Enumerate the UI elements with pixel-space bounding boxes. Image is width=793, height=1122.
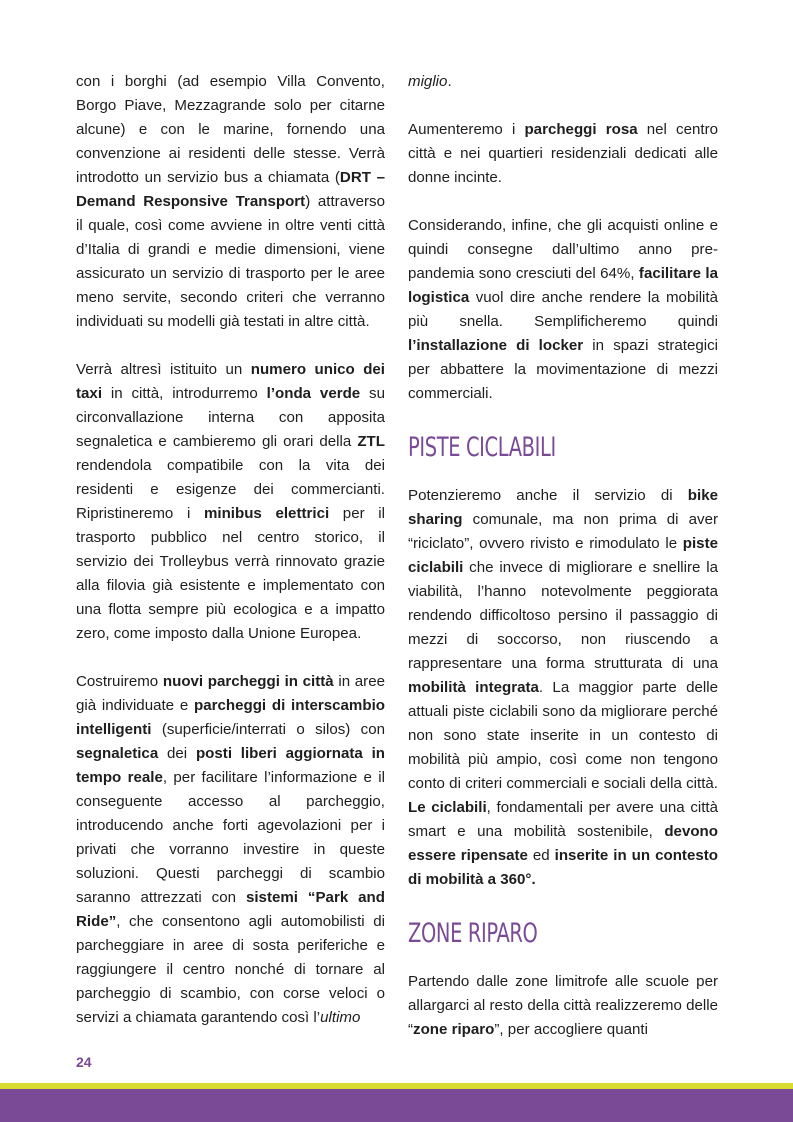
paragraph-taxi-ztl: Verrà altresì istituito un numero unico dei taxi in città, introdurremo l’onda verde su circonvallazione interna con apposita segnaletica e cambieremo gli orari della ZTL rendendola compatibile con la vita dei residenti e esigenze dei commercianti. Ripristineremo i minibus elettrici per il trasporto pubblico nel centro storico, il servizio dei Trolleybus verrà rinnovato grazie alla filovia già esistente e implementato con una flotta sempre più ecologica e a impatto zero, come imposto dalla Unione Europea. <box>76 361 386 642</box>
section-heading-zone-riparo: ZONE RIPARO <box>408 918 538 949</box>
paragraph-logistics: Considerando, infine, che gli acquisti online e quindi consegne dall’ultimo anno pre-pandemia sono cresciuti del 64%, facilitare la logistica vuol dire anche rendere la mobilità più snella. Semplificheremo quindi l’installazione di locker in spazi strategici per abbattere la movimentazione di mezzi commerciali. <box>408 217 718 402</box>
paragraph-miglio-continuation: miglio. <box>408 73 452 90</box>
paragraph-parking: Costruiremo nuovi parcheggi in città in aree già individuate e parcheggi di interscambio intelligenti (superficie/interrati o silos) con segnaletica dei posti liberi aggiornata in tempo reale, per facilitare l’informazione e il conseguente accesso al parcheggio, introducendo anche forti agevolazioni per i privati che vorranno investire in queste soluzioni. Questi parcheggi di scambio saranno attrezzati con sistemi “Park and Ride”, che consentono agli automobilisti di parcheggiare in aree di sosta periferiche e raggiungere il centro nonché di tornare al parcheggio di scambio, con corse veloci o servizi a chiamata garantendo così l’ultimo <box>76 673 385 1026</box>
section-heading-piste-ciclabili: PISTE CICLABILI <box>408 432 556 463</box>
paragraph-bus-service: con i borghi (ad esempio Villa Convento, Borgo Piave, Mezzagrande solo per citarne alcune) e con le marine, fornendo una convenzione ai residenti delle stesse. Verrà introdotto un servizio bus a chiamata (DRT – Demand Responsive Transport) attraverso il quale, così come avviene in oltre venti città d’Italia di grandi e medie dimensioni, viene assicurato un servizio di trasporto per le aree meno servite, secondo criteri che verranno individuati su modelli già testati in altre città. <box>76 73 386 330</box>
page-number: 24 <box>76 1054 92 1070</box>
right-column <box>408 70 718 1042</box>
paragraph-pink-parking: Aumenteremo i parcheggi rosa nel centro città e nei quartieri residenziali dedicati alle donne incinte. <box>408 121 719 186</box>
footer-band <box>0 1089 793 1122</box>
paragraph-shelter-zones: Partendo dalle zone limitrofe alle scuole per allargarci al resto della città realizzeremo delle “zone riparo”, per accogliere quanti <box>408 973 718 1038</box>
paragraph-bike-lanes: Potenzieremo anche il servizio di bike sharing comunale, ma non prima di aver “riciclato”, ovvero rivisto e rimodulato le piste ciclabili che invece di migliorare e snellire la viabilità, l’hanno notevolmente peggiorata rendendo difficoltoso persino il passaggio di mezzi di soccorso, non riuscendo a rappresentare una forma strutturata di una mobilità integrata. La maggior parte delle attuali piste ciclabili sono da migliorare perché non sono state inserite in un contesto di mobilità più ampio, così come non tengono conto di criteri commerciali e sociali della città. Le ciclabili, fondamentali per avere una città smart e una mobilità sostenibile, devono essere ripensate ed inserite in un contesto di mobilità a 360°. <box>408 487 718 888</box>
left-column <box>76 70 385 1030</box>
